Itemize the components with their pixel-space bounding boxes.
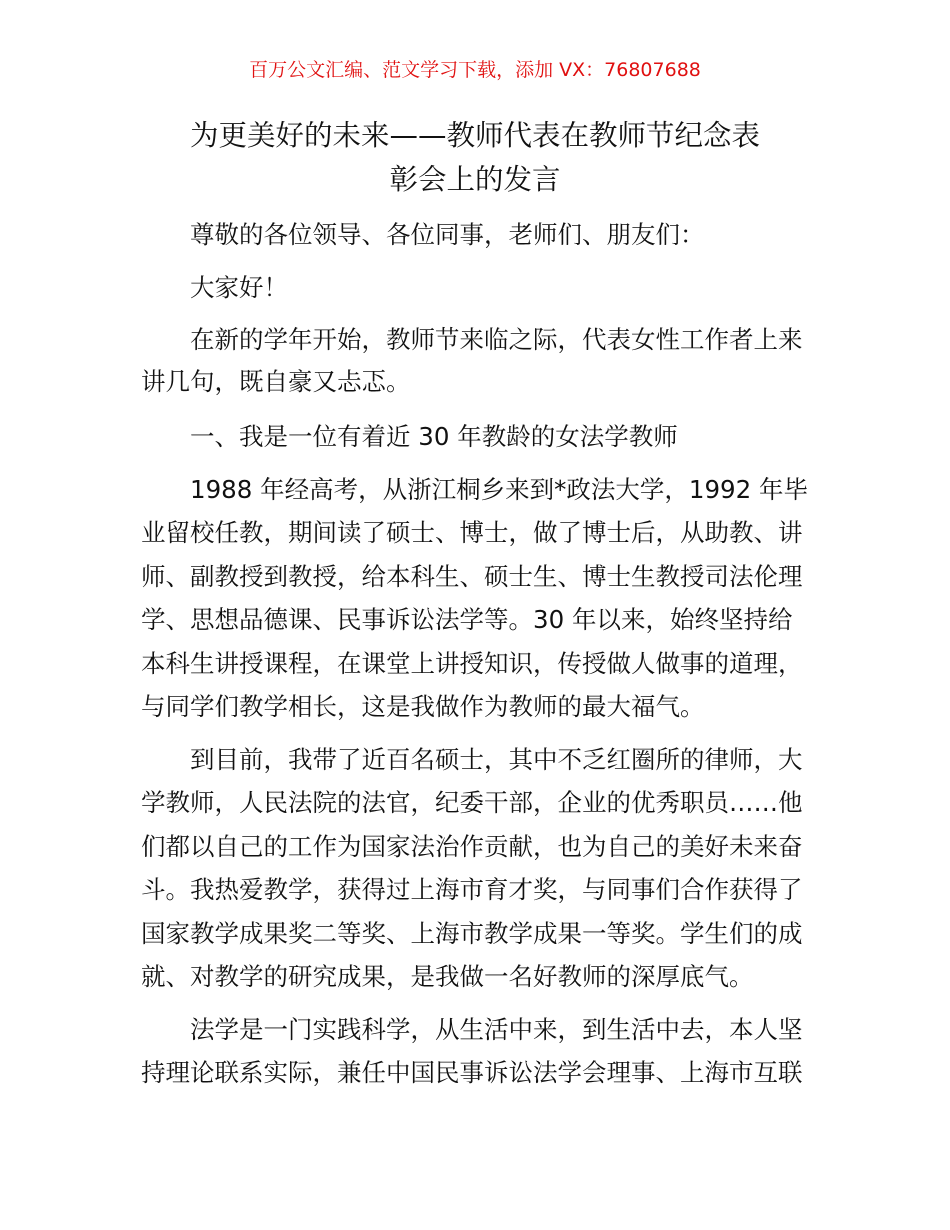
document-title-line-2: 彰会上的发言 <box>389 163 561 196</box>
paragraph-line: 学、思想品德课、民事诉讼法学等。30 年以来，始终坚持给 <box>141 605 793 634</box>
paragraph-line: 与同学们教学相长，这是我做作为教师的最大福气。 <box>141 692 705 721</box>
paragraph-line: 业留校任教，期间读了硕士、博士，做了博士后，从助教、讲 <box>141 518 803 547</box>
paragraph-line: 斗。我热爱教学，获得过上海市育才奖，与同事们合作获得了 <box>141 875 803 904</box>
paragraph-line: 讲几句，既自豪又忐忑。 <box>141 367 411 396</box>
salutation: 尊敬的各位领导、各位同事，老师们、朋友们： <box>190 220 705 249</box>
paragraph-line: 就、对教学的研究成果，是我做一名好教师的深厚底气。 <box>141 962 754 991</box>
paragraph-line: 国家教学成果奖二等奖、上海市教学成果一等奖。学生们的成 <box>141 919 803 948</box>
paragraph-line: 1988 年经高考，从浙江桐乡来到*政法大学，1992 年毕 <box>190 475 809 504</box>
paragraph-line: 本科生讲授课程，在课堂上讲授知识，传授做人做事的道理， <box>141 649 803 678</box>
greeting: 大家好！ <box>190 273 288 302</box>
paragraph-line: 法学是一门实践科学，从生活中来，到生活中去，本人坚 <box>190 1015 803 1044</box>
watermark-header: 百万公文汇编、范文学习下载，添加 VX：76807688 <box>249 59 701 81</box>
document-title-line-1: 为更美好的未来——教师代表在教师节纪念表 <box>189 119 760 152</box>
section-heading: 一、我是一位有着近 30 年教龄的女法学教师 <box>190 422 678 451</box>
paragraph-line: 学教师，人民法院的法官，纪委干部，企业的优秀职员……他 <box>141 788 803 817</box>
paragraph-line: 们都以自己的工作为国家法治作贡献，也为自己的美好未来奋 <box>141 832 803 861</box>
paragraph-line: 在新的学年开始，教师节来临之际，代表女性工作者上来 <box>190 325 803 354</box>
paragraph-line: 师、副教授到教授，给本科生、硕士生、博士生教授司法伦理 <box>141 562 803 591</box>
paragraph-line: 持理论联系实际，兼任中国民事诉讼法学会理事、上海市互联 <box>141 1058 803 1087</box>
paragraph-line: 到目前，我带了近百名硕士，其中不乏红圈所的律师，大 <box>190 745 803 774</box>
